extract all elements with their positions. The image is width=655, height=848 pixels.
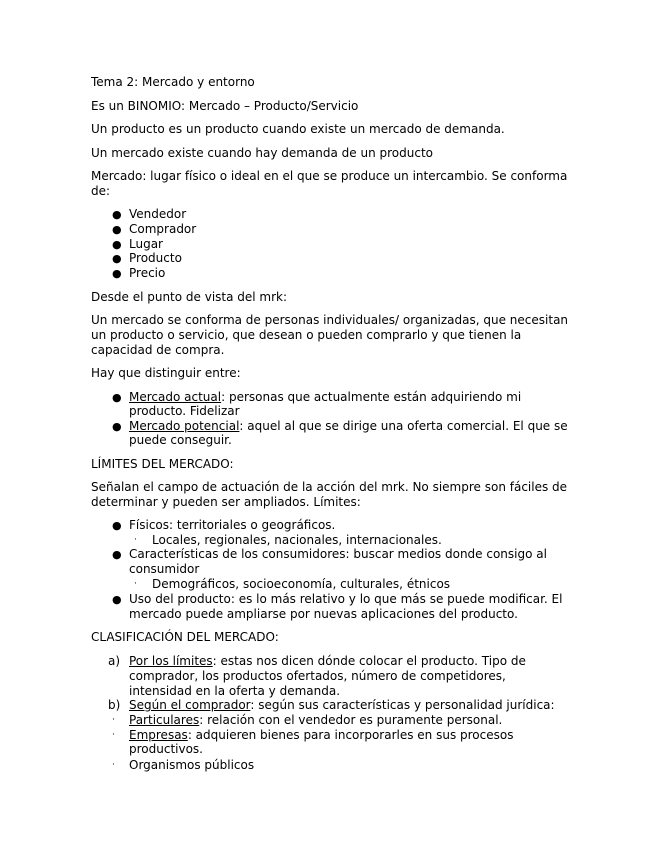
paragraph-producto: Un producto es un producto cuando existe un mercado de demanda.	[91, 122, 505, 136]
list-item-limite: Uso del producto: es lo más relativo y lo que más se puede modificar. El	[129, 592, 563, 606]
list-item-continuation: intensidad en la oferta y demanda.	[129, 684, 341, 698]
list-item-segun-comprador: Según el comprador: según sus características y personalidad jurídica:	[129, 698, 555, 712]
list-item-elemento: Vendedor	[129, 207, 187, 221]
bullet-icon: ●	[112, 223, 122, 236]
term-mercado-actual: Mercado actual	[129, 390, 222, 404]
sub-list-item: Demográficos, socioeconomía, culturales, étnicos	[152, 577, 451, 591]
list-item-continuation: productivos.	[129, 742, 203, 756]
paragraph-limites-line: Señalan el campo de actuación de la acción del mrk. No siempre son fáciles de	[91, 480, 568, 494]
list-item-mercado-actual: Mercado actual: personas que actualmente están adquiriendo mi	[129, 390, 522, 404]
bullet-icon: ●	[112, 593, 122, 606]
term-por-limites: Por los límites	[129, 654, 213, 668]
heading-clasificacion: CLASIFICACIÓN DEL MERCADO:	[91, 630, 279, 644]
sub-list-item: Locales, regionales, nacionales, internacionales.	[152, 533, 442, 547]
list-item-organismos: Organismos públicos	[129, 758, 255, 772]
bullet-icon: ●	[112, 391, 122, 404]
document-title: Tema 2: Mercado y entorno	[91, 75, 255, 89]
paragraph-limites-line: determinar y pueden ser ampliados. Límites:	[91, 495, 361, 509]
list-item-por-limites: Por los límites: estas nos dicen dónde colocar el producto. Tipo de	[129, 654, 526, 668]
paragraph-conforma-line: capacidad de compra.	[91, 343, 225, 357]
term-mercado-potencial: Mercado potencial	[129, 419, 240, 433]
paragraph-punto-vista: Desde el punto de vista del mrk:	[91, 290, 288, 304]
list-label: b)	[108, 698, 121, 712]
list-item-particulares: Particulares: relación con el vendedor es puramente personal.	[129, 713, 503, 727]
middot-bullet-icon: ·	[112, 730, 115, 740]
list-item-elemento: Comprador	[129, 222, 197, 236]
list-item-empresas: Empresas: adquieren bienes para incorporarles en sus procesos	[129, 728, 514, 742]
bullet-icon: ●	[112, 548, 122, 561]
paragraph-distinguir: Hay que distinguir entre:	[91, 366, 241, 380]
list-item-continuation: puede conseguir.	[129, 433, 232, 447]
paragraph-definicion-line: de:	[91, 184, 111, 198]
list-item-limite: Características de los consumidores: buscar medios donde consigo al	[129, 547, 547, 561]
middot-bullet-icon: ·	[112, 715, 115, 725]
paragraph-definicion-line: Mercado: lugar físico o ideal en el que se produce un intercambio. Se conforma	[91, 169, 568, 183]
paragraph-mercado-existe: Un mercado existe cuando hay demanda de un producto	[91, 146, 434, 160]
bullet-icon: ●	[112, 519, 122, 532]
list-item-limite: Físicos: territoriales o geográficos.	[129, 518, 336, 532]
bullet-icon: ●	[112, 420, 122, 433]
term-segun-comprador: Según el comprador	[129, 698, 251, 712]
list-label: a)	[108, 654, 121, 668]
paragraph-conforma-line: un producto o servicio, que desean o pueden comprarlo y que tienen la	[91, 328, 522, 342]
list-item-elemento: Lugar	[129, 237, 163, 251]
list-item-continuation: mercado puede ampliarse por nuevas aplicaciones del producto.	[129, 607, 518, 621]
list-item-elemento: Producto	[129, 251, 182, 265]
bullet-icon: ●	[112, 238, 122, 251]
sub-bullet-icon: ·	[134, 535, 137, 545]
term-particulares: Particulares	[129, 713, 200, 727]
paragraph-conforma-line: Un mercado se conforma de personas individuales/ organizadas, que necesitan	[91, 313, 569, 327]
sub-bullet-icon: ·	[134, 579, 137, 589]
list-item-continuation: comprador, los productos ofertados, número de competidores,	[129, 669, 506, 683]
middot-bullet-icon: ·	[112, 760, 115, 770]
bullet-icon: ●	[112, 252, 122, 265]
list-item-continuation: consumidor	[129, 562, 200, 576]
bullet-icon: ●	[112, 267, 122, 280]
list-item-continuation: producto. Fidelizar	[129, 404, 240, 418]
list-item-mercado-potencial: Mercado potencial: aquel al que se dirige una oferta comercial. El que se	[129, 419, 568, 433]
term-empresas: Empresas	[129, 728, 188, 742]
paragraph-binomio: Es un BINOMIO: Mercado – Producto/Servicio	[91, 99, 359, 113]
bullet-icon: ●	[112, 208, 122, 221]
list-item-elemento: Precio	[129, 266, 166, 280]
heading-limites: LÍMITES DEL MERCADO:	[91, 457, 234, 471]
